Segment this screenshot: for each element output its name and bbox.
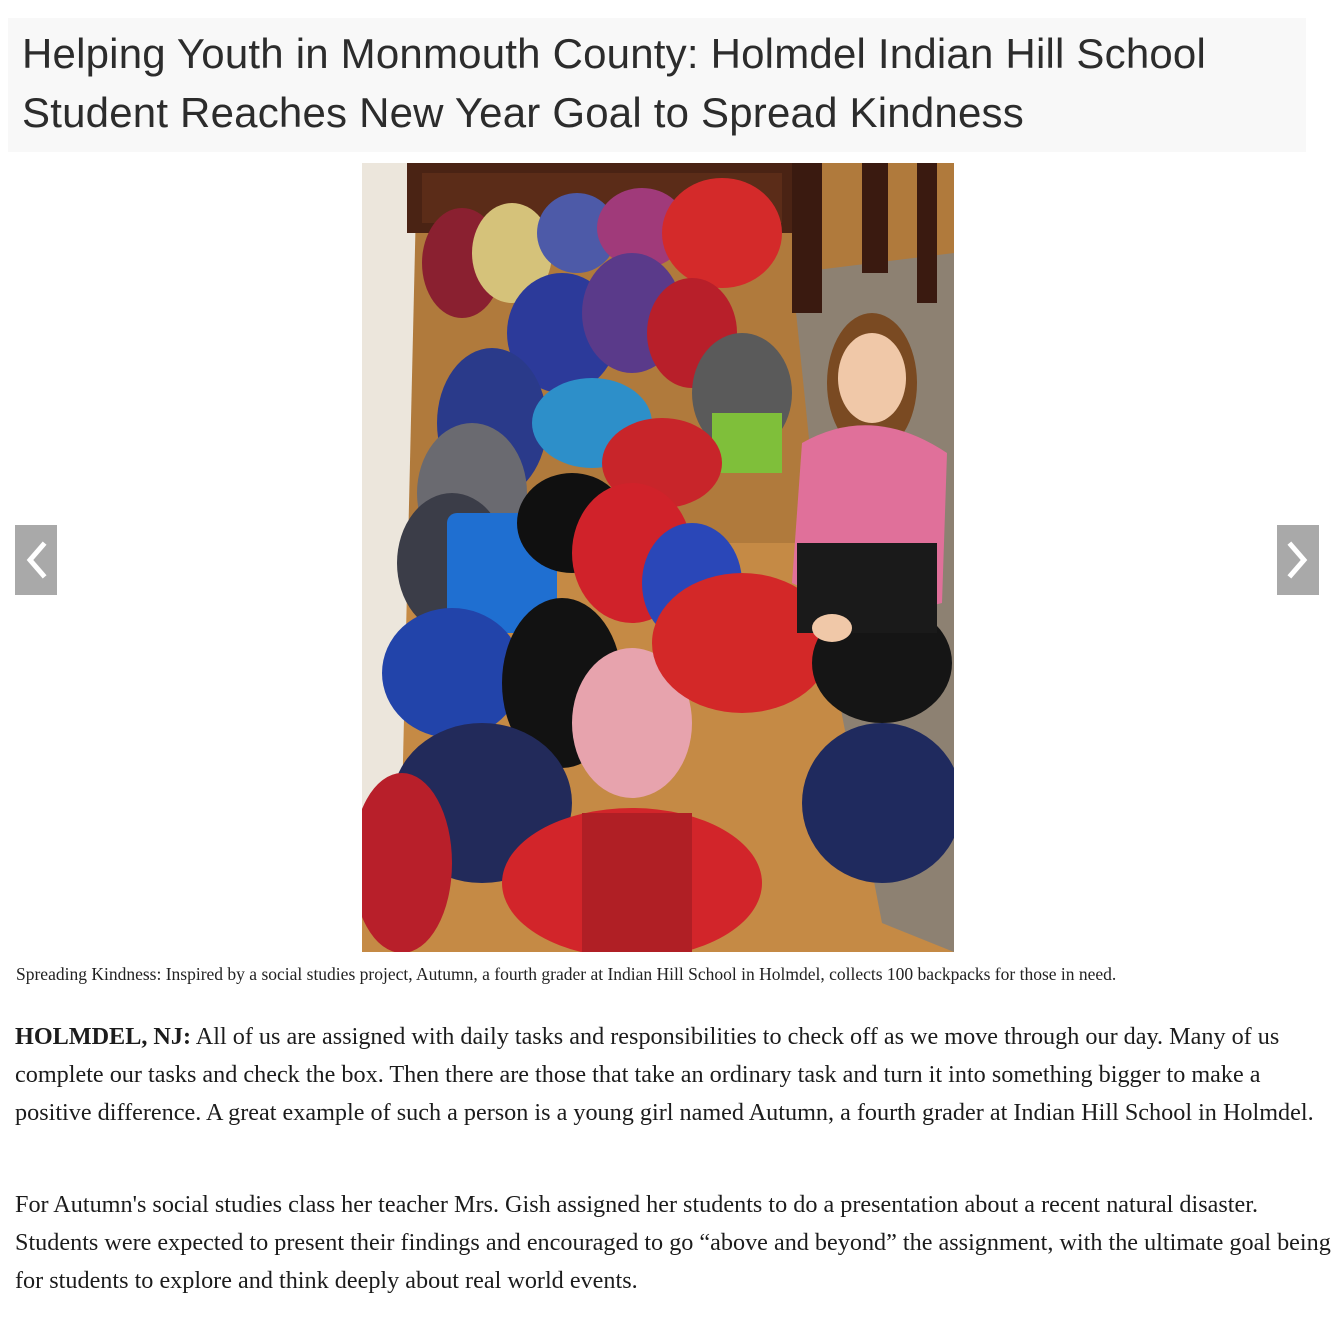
photo-caption: Spreading Kindness: Inspired by a social studies project, Autumn, a fourth grader at Indian Hill School in Holmdel, collects 100 backpacks for those in need. — [16, 964, 1117, 984]
chevron-right-icon — [1287, 541, 1309, 579]
article-paragraph-2: For Autumn's social studies class her teacher Mrs. Gish assigned her students to do a presentation about a recent natural disaster. Students were expected to present their findings and encouraged to go “above and beyond” the assignment, with the ultimate goal being for students to explore and think deeply about real world events. — [15, 1191, 1331, 1294]
dateline: HOLMDEL, NJ: — [15, 1023, 192, 1050]
paragraph-1-text: All of us are assigned with daily tasks and responsibilities to check off as we move through our day. Many of us complete our tasks and check the box. Then there are those that take an ordinary task and turn it into something bigger to make a positive difference. A great example of such a person is a young girl named Autumn, a fourth grader at Indian Hill School in Holmdel. — [15, 1023, 1314, 1126]
gallery-prev-button[interactable] — [15, 525, 57, 595]
chevron-left-icon — [25, 541, 47, 579]
article-title: Helping Youth in Monmouth County: Holmdel Indian Hill School Student Reaches New Year Goal to Spread Kindness — [22, 30, 1207, 136]
gallery-next-button[interactable] — [1277, 525, 1319, 595]
article-photo — [362, 163, 954, 952]
article-paragraph-1 — [15, 1018, 1331, 1132]
